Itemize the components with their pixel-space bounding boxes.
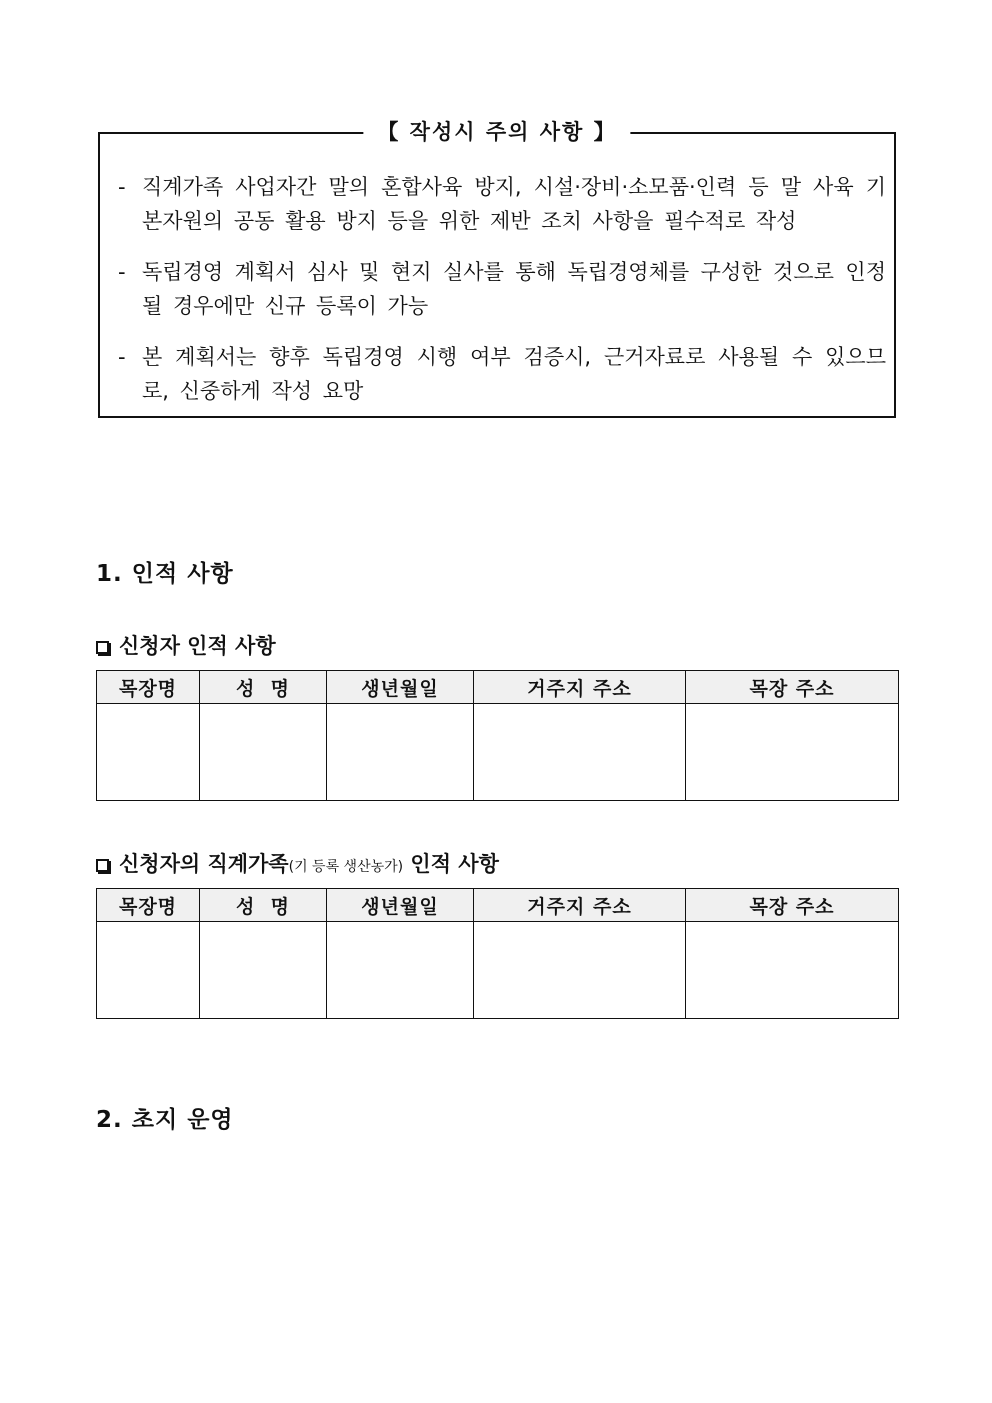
notice-title: 【 작성시 주의 사항 】	[363, 118, 630, 146]
notice-item-text: 본 계획서는 향후 독립경영 시행 여부 검증시, 근거자료로 사용될 수 있으므로, 신중하게 작성 요망	[142, 345, 886, 403]
residence-address-cell[interactable]	[474, 704, 686, 801]
farm-address-cell[interactable]	[686, 922, 899, 1019]
col-farm-name: 목장명	[97, 671, 200, 704]
col-farm-name: 목장명	[97, 889, 200, 922]
family-subheading	[96, 848, 499, 878]
section1-heading: 1. 인적 사항	[96, 561, 234, 587]
birthdate-cell[interactable]	[327, 922, 474, 1019]
farm-name-cell[interactable]	[97, 922, 200, 1019]
bullet-dash: -	[118, 175, 126, 199]
name-cell[interactable]	[200, 704, 327, 801]
notice-item	[118, 255, 886, 323]
table-header-row	[97, 889, 899, 922]
notice-list	[118, 170, 886, 425]
col-residence-address: 거주지 주소	[474, 671, 686, 704]
table-header-row	[97, 671, 899, 704]
family-subheading-text: 신청자의 직계가족	[119, 852, 289, 876]
col-birthdate: 생년월일	[327, 889, 474, 922]
family-subheading-note: (기 등록 생산농가)	[288, 859, 404, 875]
bullet-dash: -	[118, 260, 126, 284]
notice-item-text: 직계가족 사업자간 말의 혼합사육 방지, 시설·장비·소모품·인력 등 말 사육 기본자원의 공동 활용 방지 등을 위한 제반 조치 사항을 필수적로 작성	[142, 175, 886, 233]
bullet-dash: -	[118, 345, 126, 369]
farm-address-cell[interactable]	[686, 704, 899, 801]
col-farm-address: 목장 주소	[686, 671, 899, 704]
col-name: 성 명	[200, 671, 327, 704]
col-name: 성 명	[200, 889, 327, 922]
applicant-table	[96, 670, 899, 801]
birthdate-cell[interactable]	[327, 704, 474, 801]
checkbox-icon	[96, 641, 109, 654]
applicant-subheading	[96, 630, 276, 660]
name-cell[interactable]	[200, 922, 327, 1019]
table-row	[97, 922, 899, 1019]
checkbox-icon	[96, 859, 109, 872]
notice-item	[118, 340, 886, 408]
applicant-subheading-text: 신청자 인적 사항	[119, 634, 276, 658]
table-row	[97, 704, 899, 801]
col-farm-address: 목장 주소	[686, 889, 899, 922]
col-residence-address: 거주지 주소	[474, 889, 686, 922]
family-subheading-suffix: 인적 사항	[403, 852, 499, 876]
notice-item	[118, 170, 886, 238]
section2-heading: 2. 초지 운영	[96, 1107, 234, 1133]
family-table	[96, 888, 899, 1019]
notice-box	[98, 120, 896, 418]
notice-item-text: 독립경영 계획서 심사 및 현지 실사를 통해 독립경영체를 구성한 것으로 인정될 경우에만 신규 등록이 가능	[142, 260, 886, 318]
col-birthdate: 생년월일	[327, 671, 474, 704]
farm-name-cell[interactable]	[97, 704, 200, 801]
residence-address-cell[interactable]	[474, 922, 686, 1019]
